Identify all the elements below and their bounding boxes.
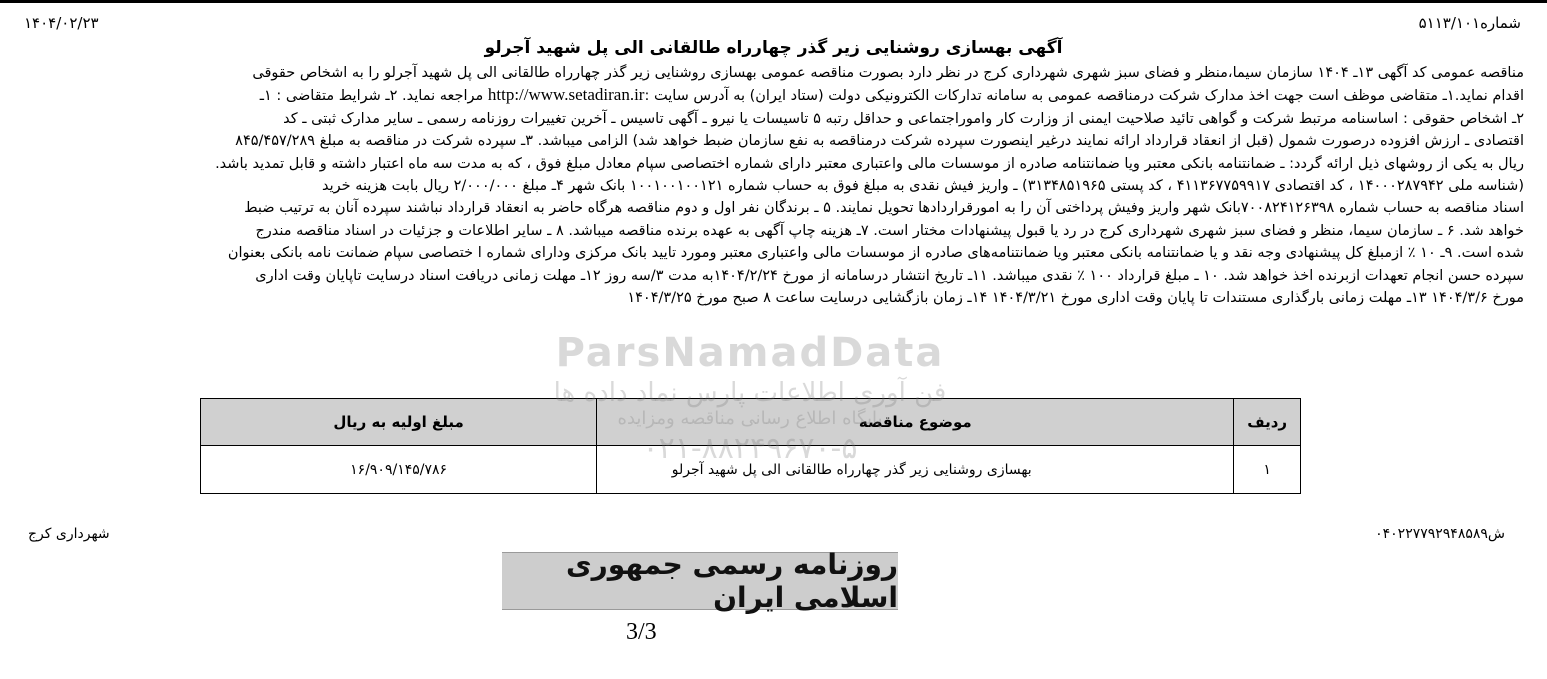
cell-amount: ۱۶/۹۰۹/۱۴۵/۷۸۶	[201, 446, 597, 494]
body-line-6: (شناسه ملی ۱۴۰۰۰۲۸۷۹۴۲ ، کد اقتصادی ۴۱۱۳۶۷۷۵۹۹۱۷ ، کد پستی ۳۱۳۴۸۵۱۹۶۵) ـ واریز فیش نقدی به مبلغ فوق به حساب شماره ۱۰۰۱۰۰۱۰۰۱۲۱ بانک شهر ۴ـ مبلغ ۲/۰۰۰/۰۰۰ ریال بابت هزینه خرید	[321, 178, 1524, 195]
body-line-9: شده است. ۹ـ ۱۰ ٪ ازمبلغ کل پیشنهادی وجه نقد و یا ضمانتنامه بانکی معتبر ویا ضمانتنامه‌های صادره از موسسات مالی واعتباری معتبر ومورد تایید بانک مرکزی ودارای شماره ا ختصاصی سپام ضمانت نامه بانکی بعنوان	[227, 245, 1524, 262]
watermark-latin: ParsNamadData	[555, 330, 945, 376]
newspaper-banner: روزنامه رسمی جمهوری اسلامی ایران	[502, 552, 898, 610]
watermark-portal: پایگاه اطلاع رسانی مناقصه ومزایده	[617, 408, 883, 429]
footer-issuer: شهرداری کرج	[28, 526, 110, 542]
body-line-11: مورخ ۱۴۰۴/۳/۶ ۱۳ـ مهلت زمانی بارگذاری مستندات تا پایان وقت اداری مورخ ۱۴۰۴/۳/۲۱ ۱۴ـ زمان بازگشایی درسایت ساعت ۸ صبح مورخ ۱۴۰۴/۳/۲۵	[627, 290, 1524, 307]
footer-code: ش۰۴۰۲۲۷۷۹۲۹۴۸۵۸۹	[1375, 526, 1505, 542]
watermark-phone: ۰۲۱-۸۸۲۴۹۶۷۰-۵	[642, 431, 858, 466]
table-header-row	[201, 399, 1301, 446]
header-amount: مبلغ اولیه به ریال	[201, 399, 597, 446]
body-line-2a: اقدام نماید.۱ـ متقاضی موظف است جهت اخذ مدارک شرکت درمناقصه عمومی به سامانه تدارکات الکترونیکی دولت (ستاد ایران) به آدرس سایت :	[644, 88, 1524, 105]
body-line-3: ۲ـ اشخاص حقوقی : اساسنامه مرتبط شرکت و گواهی تائید صلاحیت ایمنی از وزارت کار واموراجتماعی و حداقل رتبه ۵ تاسیسات یا نیرو ـ آگهی تاسیس ـ آخرین تغییرات روزنامه رسمی ـ سایر مدارک ثبتی ـ کد	[283, 110, 1524, 127]
page-number: 3/3	[626, 619, 657, 645]
body-line-2b: مراجعه نماید. ۲ـ شرایط متقاضی : ۱ـ	[259, 88, 488, 105]
notice-title: آگهی بهسازی روشنایی زیر گذر چهارراه طالقانی الی پل شهید آجرلو	[484, 38, 1063, 58]
body-line-7: اسناد مناقصه به حساب شماره ۷۰۰۸۲۴۱۲۶۳۹۸بانک شهر واریز وفیش پرداختی آن را به امورقراردادها تحویل نمایند. ۵ ـ برندگان نفر اول و دوم مناقصه هرگاه حاضر به انعقاد قرارداد نباشند سپرده آنان به ترتیب ضبط	[244, 200, 1524, 217]
body-line-2	[24, 84, 1524, 107]
body-line-4: اقتصادی ـ ارزش افزوده درصورت شمول (قبل از انعقاد قرارداد ارائه نمایند درغیر اینصورت سپرده شرکت درمناقصه به نفع سازمان ضبط خواهد شد) الزامی میباشد. ۳ـ سپرده شرکت در مناقصه به مبلغ ۸۴۵/۴۵۷/۲۸۹	[235, 133, 1524, 150]
body-line-5: ریال به یکی از روشهای ذیل ارائه گردد: ـ ضمانتنامه بانکی معتبر ویا ضمانتنامه صادره از موسسات مالی واعتباری معتبر دارای شماره اختصاصی سپام معادل مبلغ فوق ، که به مدت سه ماه اعتبار داشته و قابل تمدید باشد.	[215, 155, 1524, 172]
body-line-1: مناقصه عمومی کد آگهی ۱۳ـ ۱۴۰۴ سازمان سیما،منظر و فضای سبز شهری شهرداری کرج در نظر دارد بصورت مناقصه عمومی بهسازی روشنایی زیر گذر چهارراه طالقانی الی پل شهید آجرلو را به اشخاص حقوقی	[252, 65, 1524, 81]
watermark-company: فن آوری اطلاعات پارس نماد داده ها	[553, 378, 947, 408]
header-row-number: ردیف	[1234, 399, 1301, 446]
body-line-8: خواهد شد. ۶ ـ سازمان سیما، منظر و فضای سبز شهری شهرداری کرج در رد یا قبول پیشنهادات مختار است. ۷ـ هزینه چاپ آگهی به عهده برنده مناقصه میباشد. ۸ ـ سایر اطلاعات و جزئیات در اسناد مناقصه مندرج	[255, 222, 1524, 239]
header-subject: موضوع مناقصه	[597, 399, 1234, 446]
cell-subject: بهسازی روشنایی زیر گذر چهارراه طالقانی الی پل شهید آجرلو	[597, 446, 1234, 494]
setadiran-link[interactable]: http://www.setadiran.ir	[487, 85, 645, 105]
top-rule	[0, 0, 1547, 3]
cell-row-number: ۱	[1234, 446, 1301, 494]
notice-date: ۱۴۰۴/۰۲/۲۳	[24, 14, 99, 32]
tender-table	[200, 398, 1301, 494]
table-row	[201, 446, 1301, 494]
notice-number: شماره۵۱۱۳/۱۰۱	[1418, 14, 1521, 32]
notice-body	[24, 62, 1524, 309]
body-line-10: سپرده حسن انجام تعهدات ازبرنده اخذ خواهد شد. ۱۰ ـ مبلغ قرارداد ۱۰۰ ٪ نقدی میباشد. ۱۱ـ تاریخ انتشار درسامانه از مورخ ۱۴۰۴/۲/۲۴به مدت ۳/سه روز ۱۲ـ مهلت زمانی دریافت اسناد درسایت تاپایان وقت اداری	[255, 267, 1524, 284]
